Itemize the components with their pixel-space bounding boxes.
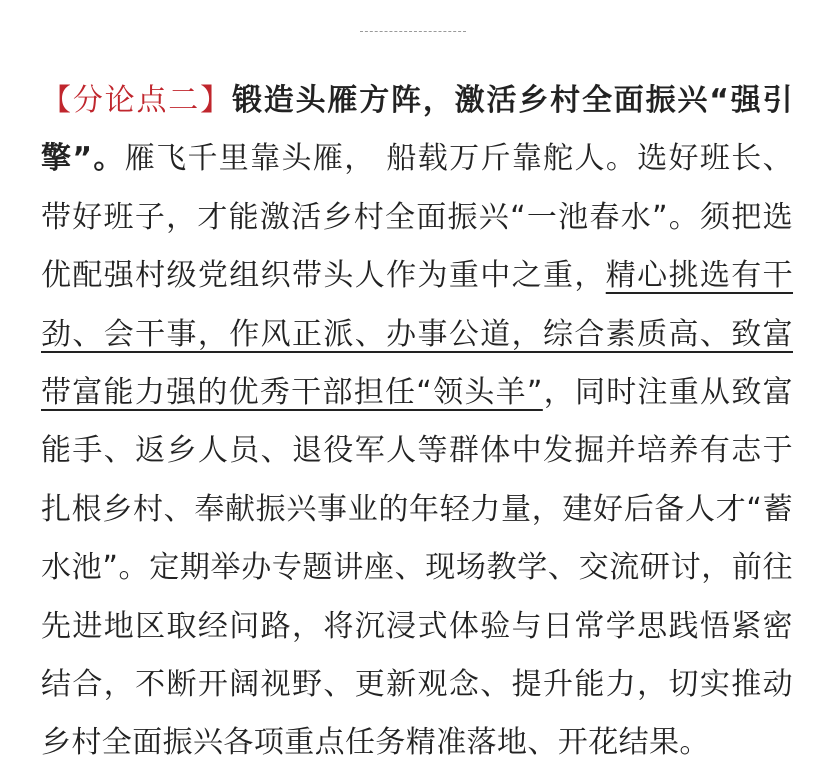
- paragraph-text-2: ，同时注重从致富能手、返乡人员、退役军人等群体中发掘并培养有志于扎根乡村、奉献振兴事业的年轻力量，建好后备人才“蓄水池”。定期举办专题讲座、现场教学、交流研讨，前往先进地区取经问路，将沉浸式体验与日常学思践悟紧密结合，不断开阔视野、更新观念、提升能力，切实推动乡村全面振兴各项重点任务精准落地、开花结果。: [41, 375, 793, 761]
- subpoint-heading: 锻造头雁方阵，激活乡村全面振兴“强引擎”。: [41, 83, 794, 177]
- article-paragraph: [41, 72, 793, 773]
- section-divider: [360, 31, 466, 32]
- paragraph-text-1: 雁飞千里靠头雁， 船载万斤靠舵人。选好班长、带好班子，才能激活乡村全面振兴“一池春水”。须把选优配强村级党组织带头人作为重中之重，: [41, 141, 793, 294]
- subpoint-tag: 【分论点二】: [41, 83, 232, 118]
- underlined-emphasis: 精心挑选有干劲、会干事，作风正派、办事公道，综合素质高、致富带富能力强的优秀干部担任“领头羊”: [41, 258, 794, 411]
